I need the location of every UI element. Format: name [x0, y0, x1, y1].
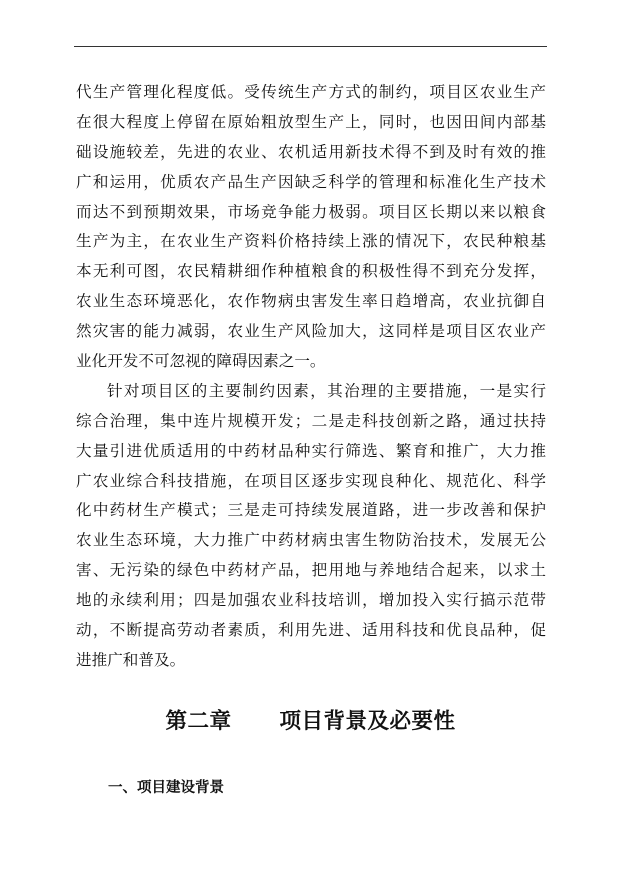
paragraph-line: 动，不断提高劳动者素质，利用先进、适用科技和优良品种，促 [76, 621, 546, 640]
paragraph-line: 生产为主，在农业生产资料价格持续上涨的情况下，农民种粮基 [76, 232, 546, 251]
paragraph-2 [76, 377, 546, 676]
chapter-title: 第二章 项目背景及必要性 [165, 709, 456, 734]
paragraph-line: 本无利可图，农民精耕细作种植粮食的积极性得不到充分发挥， [76, 262, 546, 281]
paragraph-line: 代生产管理化程度低。受传统生产方式的制约，项目区农业生产 [76, 83, 546, 101]
body-text [76, 78, 546, 676]
paragraph-line: 础设施较差，先进的农业、农机适用新技术得不到及时有效的推 [76, 142, 546, 161]
paragraph-line: 针对项目区的主要制约因素，其治理的主要措施，一是实行 [107, 381, 546, 400]
paragraph-1 [76, 78, 546, 377]
header-rule [74, 46, 547, 47]
paragraph-line: 在很大程度上停留在原始粗放型生产上，同时，也因田间内部基 [76, 112, 546, 131]
paragraph-line: 广农业综合科技措施，在项目区逐步实现良种化、规范化、科学 [76, 471, 546, 490]
paragraph-line: 进推广和普及。 [76, 650, 186, 669]
paragraph-line: 地的永续利用；四是加强农业科技培训，增加投入实行搞示范带 [76, 591, 546, 610]
paragraph-line: 大量引进优质适用的中药材品种实行筛选、繁育和推广，大力推 [76, 441, 546, 460]
paragraph-line: 综合治理，集中连片规模开发；二是走科技创新之路，通过扶持 [76, 411, 546, 430]
paragraph-line: 业化开发不可忽视的障碍因素之一。 [76, 352, 326, 371]
paragraph-line: 化中药材生产模式；三是走可持续发展道路，进一步改善和保护 [76, 501, 546, 520]
paragraph-line: 农业生态环境，大力推广中药材病虫害生物防治技术，发展无公 [76, 531, 546, 550]
paragraph-line: 农业生态环境恶化，农作物病虫害发生率日趋增高，农业抗御自 [76, 292, 546, 311]
paragraph-line: 然灾害的能力减弱，农业生产风险加大，这同样是项目区农业产 [76, 322, 546, 341]
paragraph-line: 害、无污染的绿色中药材产品，把用地与养地结合起来，以求土 [76, 561, 546, 580]
section-heading: 一、项目建设背景 [108, 779, 224, 796]
paragraph-line: 而达不到预期效果，市场竞争能力极弱。项目区长期以来以粮食 [76, 202, 546, 221]
paragraph-line: 广和运用，优质农产品生产因缺乏科学的管理和标准化生产技术 [76, 172, 546, 191]
